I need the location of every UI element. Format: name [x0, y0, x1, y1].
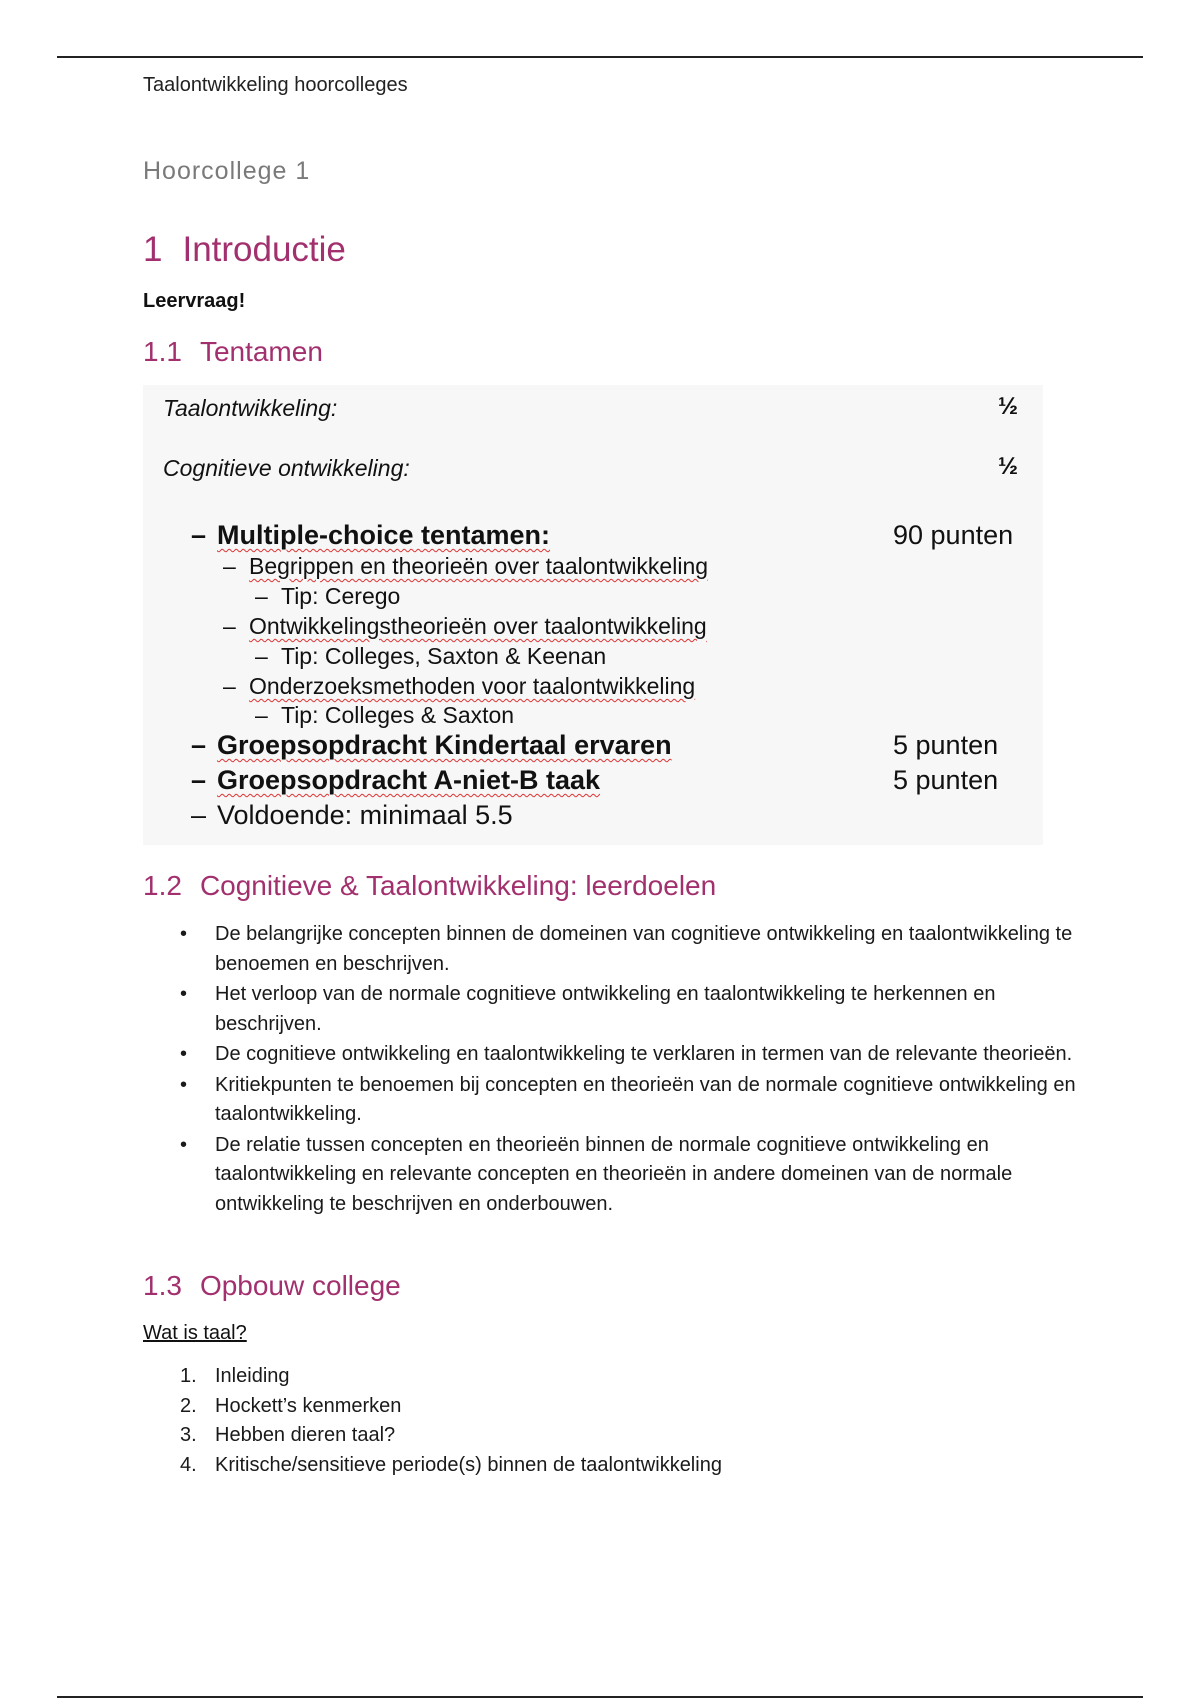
slide-subitem: – Ontwikkelingstheorieën over taalontwikkeling	[223, 613, 707, 639]
lecture-title: Hoorcollege 1	[143, 157, 311, 185]
points-mc: 90 punten	[893, 520, 1014, 550]
section-number: 1.3	[143, 1270, 182, 1301]
points-group1: 5 punten	[893, 730, 999, 760]
bottom-rule	[57, 1696, 1143, 1698]
list-item: • De relatie tussen concepten en theorieën binnen de normale cognitieve ontwikkeling en taalontwikkeling en relevante concepten en theorieën in andere domeinen van de normale ontwikkeling te beschrijven en onderbouwen.	[180, 1133, 1013, 1215]
weight-label: Cognitieve ontwikkeling:	[163, 455, 410, 481]
weight-value: ½	[998, 453, 1019, 480]
section-title: Introductie	[182, 230, 346, 269]
list-item: 4. Kritische/sensitieve periode(s) binnen de taalontwikkeling	[180, 1454, 722, 1477]
list-item: • Het verloop van de normale cognitieve ontwikkeling en taalontwikkeling te herkennen en beschrijven.	[180, 983, 996, 1035]
slide-item-pass: – Voldoende: minimaal 5.5	[191, 800, 513, 830]
section-1-3-heading	[143, 1270, 401, 1302]
weight-label: Taalontwikkeling:	[163, 395, 338, 421]
list-item: 1. Inleiding	[180, 1365, 290, 1387]
list-item: 2. Hockett’s kenmerken	[180, 1394, 402, 1417]
lecture-outline-list	[180, 1362, 722, 1481]
list-item: • Kritiekpunten te benoemen bij concepten en theorieën van de normale cognitieve ontwikkeling en taalontwikkeling.	[180, 1073, 1076, 1125]
slide-item-group2: – Groepsopdracht A-niet-B taak	[191, 765, 601, 795]
learning-goals-list	[180, 920, 1080, 1220]
section-title: Tentamen	[199, 336, 323, 367]
section-1-2-heading	[143, 870, 716, 902]
points-group2: 5 punten	[893, 765, 999, 795]
section-1-heading	[143, 230, 346, 270]
slide-subitem: – Begrippen en theorieën over taalontwikkeling	[223, 553, 709, 579]
slide-subitem: – Onderzoeksmethoden voor taalontwikkeling	[223, 673, 696, 699]
top-rule	[57, 56, 1143, 58]
slide-tip: – Tip: Colleges, Saxton & Keenan	[255, 643, 607, 669]
leervraag-label: Leervraag!	[143, 290, 246, 312]
section-title: Cognitieve & Taalontwikkeling: leerdoelen	[199, 870, 717, 901]
list-item: 3. Hebben dieren taal?	[180, 1424, 396, 1447]
running-header: Taalontwikkeling hoorcolleges	[143, 74, 408, 96]
section-1-1-heading	[143, 336, 323, 368]
section-number: 1	[143, 230, 163, 269]
section-title: Opbouw college	[199, 1270, 401, 1301]
slide-tip: – Tip: Colleges & Saxton	[255, 702, 515, 728]
weight-value: ½	[998, 393, 1019, 420]
list-item: • De cognitieve ontwikkeling en taalontwikkeling te verklaren in termen van de relevante theorieën.	[180, 1043, 1073, 1065]
exam-slide-image	[143, 385, 1043, 845]
slide-item-mc: – Multiple-choice tentamen:	[191, 520, 551, 550]
slide-tip: – Tip: Cerego	[255, 583, 401, 609]
section-number: 1.1	[143, 336, 182, 367]
section-number: 1.2	[143, 870, 182, 901]
list-item: • De belangrijke concepten binnen de domeinen van cognitieve ontwikkeling en taalontwikkeling te benoemen en beschrijven.	[180, 923, 1073, 975]
slide-item-group1: – Groepsopdracht Kindertaal ervaren	[191, 730, 672, 760]
question-label: Wat is taal?	[143, 1322, 247, 1344]
